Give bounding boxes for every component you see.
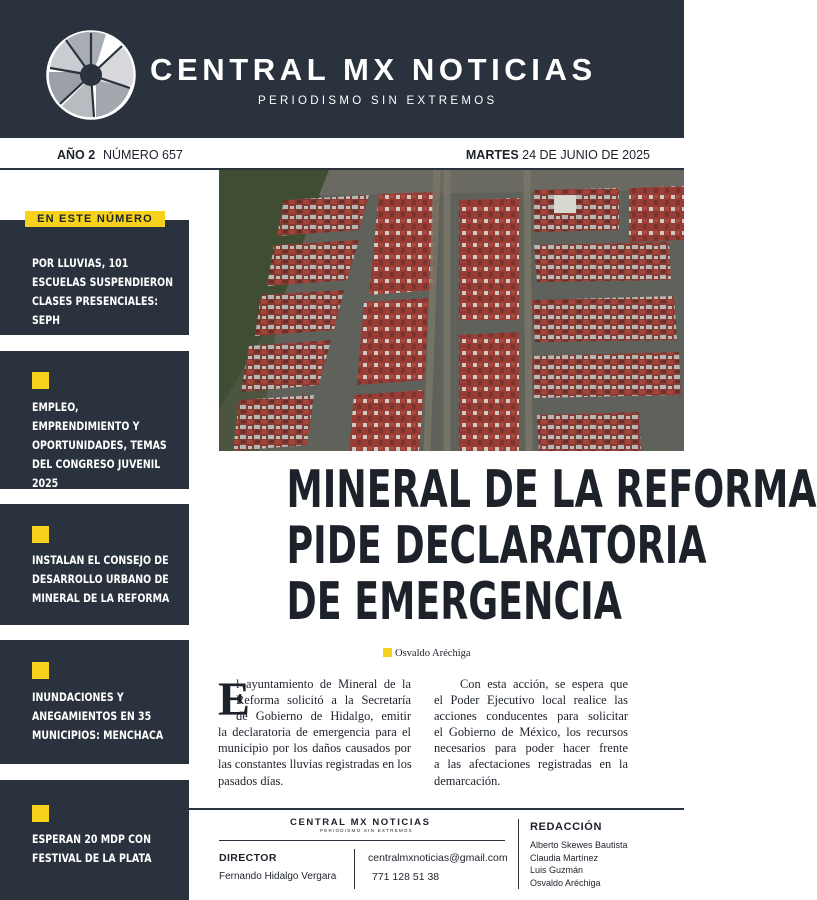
issue-date-text: 24 DE JUNIO DE 2025 [522,148,650,162]
newsroom-member: Osvaldo Aréchiga [530,877,601,888]
issue-weekday: MARTES [465,148,519,162]
bullet-square-icon [32,662,49,679]
footer-separator [518,819,519,889]
body-line: acciones conducentes para solicitar [434,709,628,724]
newsroom-label: REDACCIÓN [530,821,603,833]
issue-date [466,148,650,162]
article-column-1 [218,673,412,789]
byline [383,648,471,659]
aperture-logo-icon [46,30,136,120]
sidebar-item-label: POR LLUVIAS, 101 ESCUELAS SUSPENDIERON CLASES PRESENCIALES: SEPH [32,256,174,327]
footer-underline [219,840,505,841]
bullet-square-icon [32,526,49,543]
contact-email[interactable]: centralmxnoticias@gmail.com [368,852,508,864]
footer-brand: CENTRAL MX NOTICIAS [290,817,431,828]
director-name: Fernando Hidalgo Vergara [219,871,337,882]
aerial-flood-photo [219,170,684,451]
section-label: EN ESTE NÚMERO [25,211,165,227]
body-line: pasados días. [218,773,284,788]
sidebar-item-label: INSTALAN EL CONSEJO DE DESARROLLO URBANO DE MINERAL DE LA REFORMA [32,553,170,605]
footer-divider [189,808,684,810]
sidebar-item-label: ESPERAN 20 MDP CON FESTIVAL DE LA PLATA [32,832,152,865]
footer-separator [354,849,355,889]
newsroom-member: Luis Guzmán [530,865,584,875]
body-line: las constantes lluvias registradas en los [218,757,412,772]
bullet-square-icon [32,805,49,822]
sidebar-item-label: EMPLEO, EMPRENDIMIENTO Y OPORTUNIDADES, TEMAS DEL CONGRESO JUVENIL 2025 [32,400,167,490]
director-label: DIRECTOR [219,852,277,864]
headline-line: DE EMERGENCIA [286,572,622,632]
byline-square-icon [383,648,392,657]
aerial-photo-illustration [219,170,684,451]
newsroom-member: Alberto Skewes Bautista [530,840,628,850]
author-name: Osvaldo Aréchiga [395,648,471,659]
body-line: la declaratoria de emergencia para el [218,725,411,740]
issue-year: AÑO 2 [57,148,96,162]
bullet-square-icon [32,372,49,389]
body-line: de Gobierno de Hidalgo, emitir [236,709,411,724]
body-line: Con esta acción, se espera que [460,677,628,691]
article-headline [286,460,817,632]
contact-phone: 771 128 51 38 [372,871,440,883]
headline-line: PIDE DECLARATORIA [286,516,707,576]
body-line: necesarios para poder hacer frente [434,741,628,756]
issue-number: NÚMERO 657 [103,148,183,162]
newsroom-list [530,839,628,889]
brand-tagline: PERIODISMO SIN EXTREMOS [258,95,498,107]
body-line: Reforma solicitó a la Secretaría [236,693,411,708]
body-line: a las afectaciones registradas en la [434,757,628,772]
article-column-2 [434,676,628,789]
sidebar-item-label: INUNDACIONES Y ANEGAMIENTOS EN 35 MUNICIPIOS: MENCHACA [32,690,164,742]
drop-cap: E [218,673,251,726]
headline-line: MINERAL DE LA REFORMA [286,460,817,520]
footer-tagline: PERIODISMO SIN EXTREMOS [320,828,413,833]
brand-name: CENTRAL MX NOTICIAS [150,52,597,87]
body-line: l ayuntamiento de Mineral de la [236,677,411,691]
body-line: demarcación. [434,773,501,788]
body-line: el Gobierno de México, los recursos [434,725,628,740]
newsroom-member: Claudia Martínez [530,852,599,863]
body-line: municipio por los daños causados por [218,741,411,756]
masthead [0,0,684,138]
body-line: el Poder Ejecutivo local realice las [434,693,628,708]
